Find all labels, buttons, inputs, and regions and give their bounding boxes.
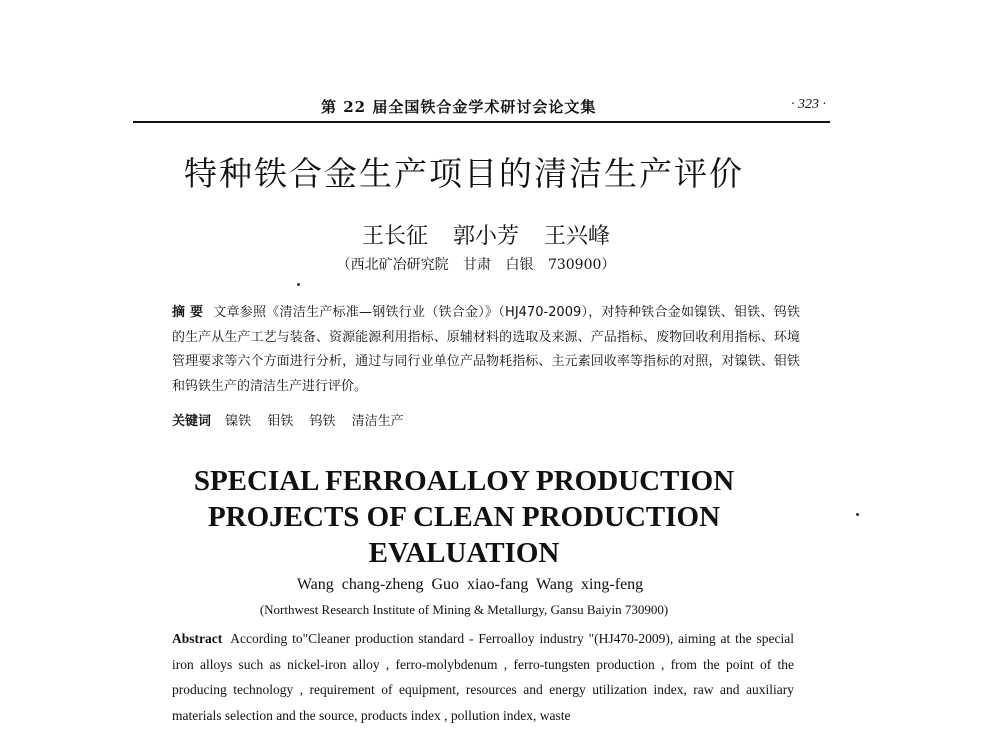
keyword: 清洁生产 <box>351 414 404 429</box>
keyword: 镍铁 <box>225 414 252 429</box>
scan-speck <box>856 513 859 516</box>
chinese-keywords <box>172 410 416 429</box>
chinese-authors: 王长征 郭小芳 王兴峰 <box>362 224 610 249</box>
scan-speck <box>297 283 300 286</box>
english-affiliation: (Northwest Research Institute of Mining & Metallurgy, Gansu Baiyin 730900) <box>259 602 669 617</box>
english-title-line: SPECIAL FERROALLOY PRODUCTION <box>193 465 735 497</box>
english-authors: Wang chang-zheng Guo xiao-fang Wang xing-feng <box>296 576 644 593</box>
chinese-abstract-text: 文章参照《清洁生产标准—钢铁行业（铁合金）》（HJ470-2009），对特种铁合金如镍铁、钼铁、钨铁的生产从生产工艺与装备、资源能源利用指标、原辅材料的选取及来源、产品指标、废物回收利用指标、环境管理要求等六个方面进行分析，通过与同行业单位产品物耗指标、主元素回收率等指标的对照，对镍铁、钼铁和钨铁生产的清洁生产进行评价。 <box>172 305 800 394</box>
english-abstract-text: According to"Cleaner production standard - Ferroalloy industry "(HJ470-2009), aiming at the special iron alloys such as nickel-iron alloy , ferro-molybdenum , ferro-tungsten production , from the point of the producing technology , requirement of equipment, resources and energy utilization index, raw and auxiliary materials selection and the source, products index , pollution index, waste <box>172 631 794 723</box>
english-title <box>0 463 964 571</box>
header-rule <box>133 121 830 123</box>
keyword: 钼铁 <box>267 414 294 429</box>
running-head-title: 第 22 届全国铁合金学术研讨会论文集 <box>321 98 597 116</box>
english-abstract <box>172 626 794 728</box>
chinese-affiliation: （西北矿冶研究院 甘肃 白银 730900） <box>336 257 616 273</box>
chinese-keywords-label: 关键词 <box>172 414 212 429</box>
chinese-title: 特种铁合金生产项目的清洁生产评价 <box>184 154 744 193</box>
chinese-abstract-label: 摘 要 <box>172 305 204 320</box>
page-number: · 323 · <box>791 97 826 112</box>
keyword: 钨铁 <box>309 414 336 429</box>
chinese-abstract <box>172 301 800 399</box>
english-title-line: EVALUATION <box>368 537 560 569</box>
english-abstract-label: Abstract <box>172 631 223 646</box>
english-title-line: PROJECTS OF CLEAN PRODUCTION <box>207 501 721 533</box>
running-header <box>133 94 830 120</box>
